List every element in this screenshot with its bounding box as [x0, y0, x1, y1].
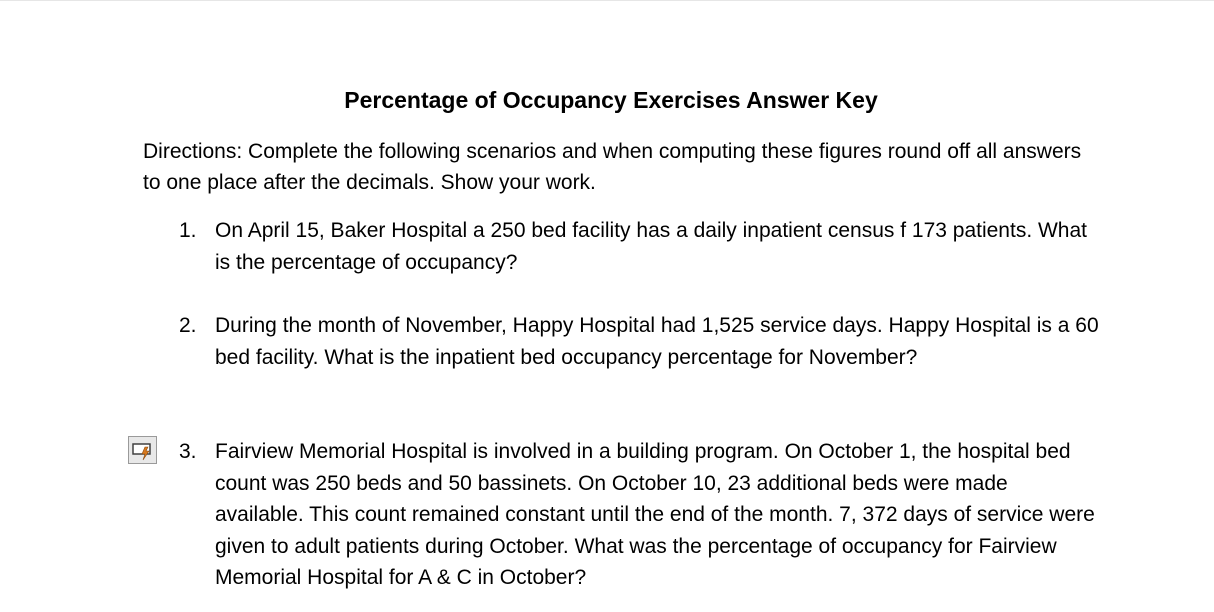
- list-item: [179, 310, 1099, 373]
- list-item-number: 2.: [179, 314, 197, 337]
- list-item-number: 3.: [179, 440, 197, 463]
- list-item: [179, 436, 1099, 594]
- list-item-text: On April 15, Baker Hospital a 250 bed facility has a daily inpatient census f 173 patients. What is the percentage of occupancy?: [215, 219, 1088, 274]
- document-title: Percentage of Occupancy Exercises Answer Key: [344, 87, 878, 113]
- list-item-number: 1.: [179, 219, 197, 242]
- directions-paragraph: Directions: Complete the following scenarios and when computing these figures round off all answers to one place after the decimals. Show your work.: [143, 140, 1082, 194]
- list-item-text: Fairview Memorial Hospital is involved in a building program. On October 1, the hospital bed count was 250 beds and 50 bassinets. On October 10, 23 additional beds were made available. This count remained constant until the end of the month. 7, 372 days of service were given to adult patients during October. What was the percentage of occupancy for Fairview Memorial Hospital for A & C in October?: [215, 440, 1095, 589]
- list-item: [179, 215, 1099, 278]
- layout-options-anchor-icon[interactable]: [128, 436, 157, 464]
- list-item-text: During the month of November, Happy Hospital had 1,525 service days. Happy Hospital is a 60 bed facility. What is the inpatient bed occupancy percentage for November?: [215, 314, 1099, 369]
- page-top-edge: [0, 0, 1214, 1]
